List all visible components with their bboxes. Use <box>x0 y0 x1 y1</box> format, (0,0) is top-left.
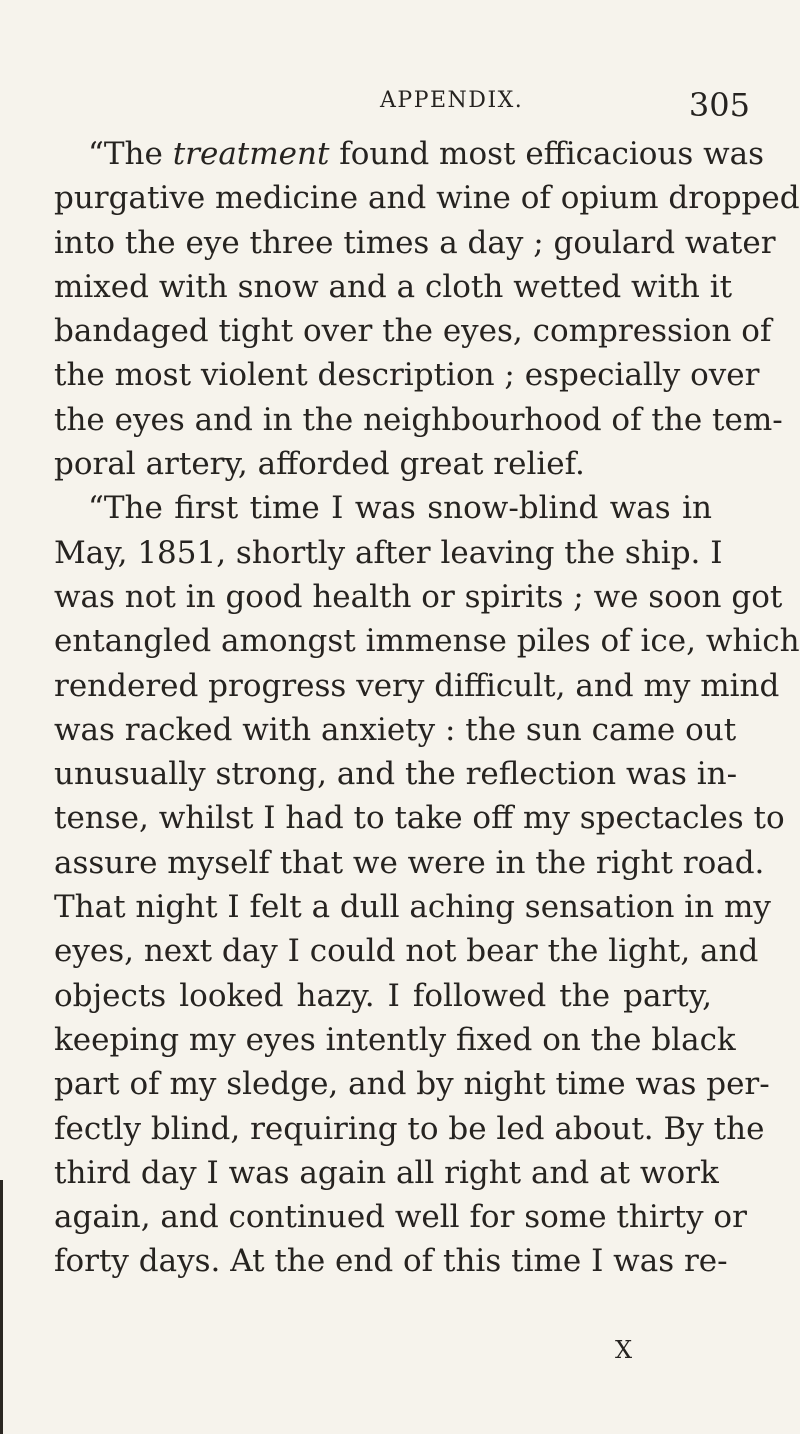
text-line: mixed with snow and a cloth wetted with it <box>54 268 733 305</box>
text-line: May, 1851, shortly after leaving the ship. I <box>54 534 723 571</box>
page-edge-line <box>0 1180 3 1434</box>
text-line: eyes, next day I could not bear the light, and <box>54 933 759 970</box>
text-line: was racked with anxiety : the sun came out <box>54 711 737 748</box>
text-line: keeping my eyes intently fixed on the black <box>54 1021 736 1058</box>
text-line: objects looked hazy. I followed the party, <box>54 977 712 1014</box>
text-line: was not in good health or spirits ; we soon got <box>54 578 783 615</box>
text-line: unusually strong, and the reflection was in- <box>54 756 738 793</box>
text-line: That night I felt a dull aching sensation in my <box>54 889 771 926</box>
text-line: part of my sledge, and by night time was per- <box>54 1066 770 1103</box>
page-header <box>0 86 800 126</box>
text-line: purgative medicine and wine of opium dropped <box>54 180 800 217</box>
text-line: “The first time I was snow-blind was in <box>88 490 712 527</box>
text-line: bandaged tight over the eyes, compression of <box>54 313 772 350</box>
text-line: poral artery, afforded great relief. <box>54 446 585 483</box>
emphasis: treatment <box>172 136 330 172</box>
running-head: APPENDIX. <box>380 88 524 113</box>
text-line: forty days. At the end of this time I was re- <box>54 1243 728 1280</box>
text-line: third day I was again all right and at work <box>54 1154 719 1191</box>
text-line: the most violent description ; especially over <box>54 357 760 394</box>
body-text <box>54 132 800 1284</box>
text-line: fectly blind, requiring to be led about. By the <box>54 1110 765 1147</box>
text-line-end: found most efficacious was <box>329 136 765 172</box>
text-line: entangled amongst immense piles of ice, which <box>54 623 800 660</box>
text-line-start: “The <box>88 136 173 172</box>
page-number: 305 <box>688 86 750 124</box>
text-line: tense, whilst I had to take off my spectacles to <box>54 800 785 837</box>
text-line: the eyes and in the neighbourhood of the tem- <box>54 401 783 438</box>
text-line: rendered progress very difficult, and my mind <box>54 667 780 704</box>
text-line: again, and continued well for some thirty or <box>54 1199 747 1236</box>
text-line: into the eye three times a day ; goulard water <box>54 224 776 261</box>
signature-mark: X <box>615 1336 633 1364</box>
text-line <box>54 132 765 176</box>
text-line: assure myself that we were in the right road. <box>54 844 765 881</box>
